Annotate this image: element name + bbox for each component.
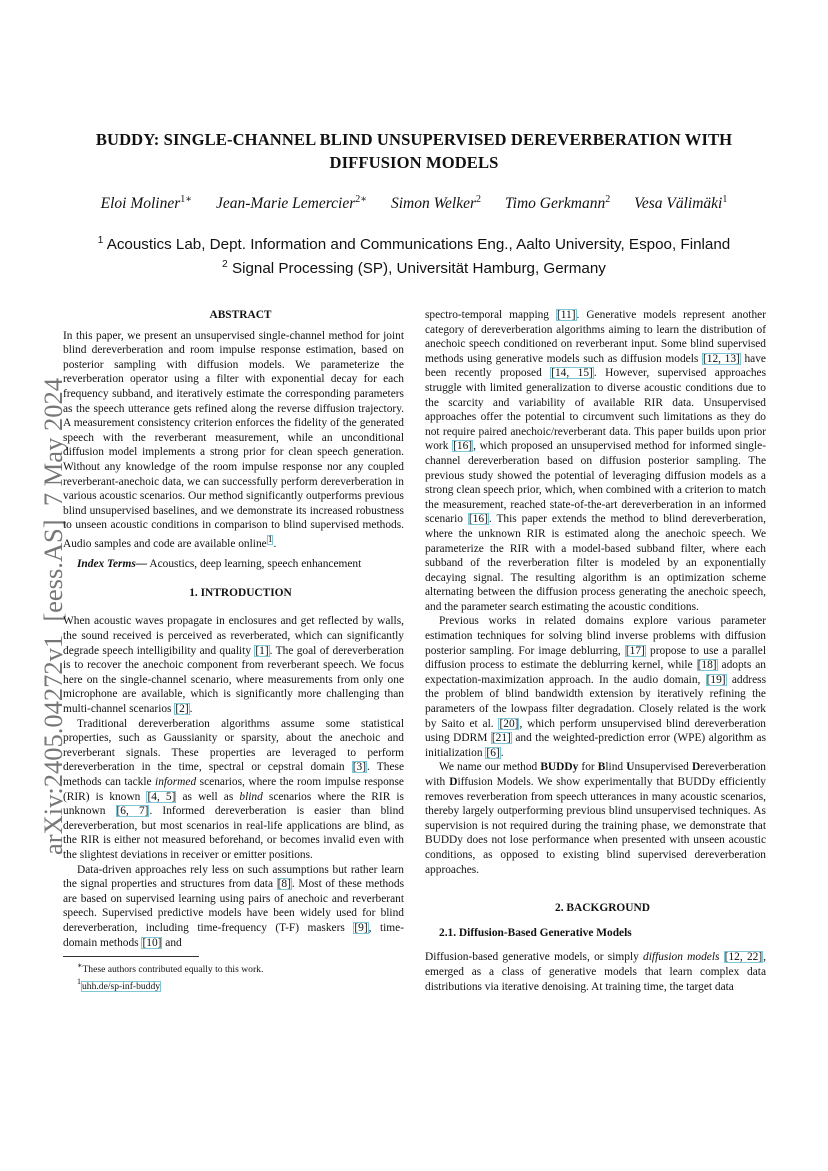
citation-link[interactable]: [12, 13]	[702, 352, 740, 365]
citation-link[interactable]: [12, 22]	[724, 951, 763, 964]
citation-link[interactable]: [11]	[556, 309, 576, 321]
intro-paragraph-1: When acoustic waves propagate in enclosures and get reflected by walls, the sound received is perceived as reverberated, which can significantly degrade speech intelligibility and quality [1]. The goal of dereverberation is to recover the anechoic component from reverberant speech. We focus here on the single-channel scenario, where measurements from only one microphone are available, which is significantly more challenging than multi-channel scenarios [2].	[63, 615, 404, 716]
citation-link[interactable]: [4, 5]	[147, 790, 176, 803]
background-paragraph-1: Diffusion-based generative models, or simply diffusion models [12, 22], emerged as a class of generative models that learn complex data distributions via iterative denoising. At training time, the target data	[425, 951, 766, 993]
author-list	[60, 190, 768, 214]
author: Vesa Välimäki$^1$	[634, 194, 728, 213]
citation-link[interactable]: [3]	[352, 761, 367, 774]
intro-paragraph-6: We name our method BUDDy for Blind Unsupervised Dereverberation with Diffusion Models. We show experimentally that BUDDy efficiently removes reverberation from speech utterances in many acoustic scenarios, thereby largely outperforming previous blind unsupervised techniques. As supervision is not required during the training phase, we demonstrate that BUDDy does not lose performance when presented with unseen acoustic conditions, as opposed to existing blind supervised dereverberation approaches.	[425, 761, 766, 876]
citation-link[interactable]: [20]	[499, 717, 519, 730]
citation-link[interactable]: [16]	[453, 440, 473, 453]
abstract-heading: ABSTRACT	[209, 309, 272, 321]
abstract-text: In this paper, we present an unsupervised single-channel method for joint blind dereverberation and room impulse response estimation, based on posterior sampling with diffusion models. We parameterize the reverberation operator using a filter with exponential decay for each frequency subband, and iteratively estimate the corresponding parameters as the speech utterance gets refined along the reverse diffusion trajectory. A measurement consistency criterion enforces the fidelity of the generated speech with the reverberant measurement, while an unconditional diffusion model implements a strong prior for clean speech generation. Without any knowledge of the room impulse response nor any coupled reverberant-anechoic data, we can successfully perform dereverberation in various acoustic scenarios. Our method significantly outperforms previous blind unsupervised baselines, and we demonstrate its increased robustness to unseen acoustic conditions in comparison to blind supervised methods. Audio samples and code are available online$^1$.	[63, 329, 404, 550]
citation-link[interactable]: [21]	[491, 732, 511, 745]
arxiv-stamp-text: arXiv:2405.04272v1 [eess.AS] 7 May 2024	[38, 378, 68, 855]
intro-paragraph-5: Previous works in related domains explore various parameter estimation techniques for solving blind inverse problems with diffusion posterior sampling. For image deblurring, [17] propose to use a parallel diffusion process to estimate the deblurring kernel, while [18] adopts an expectation-maximization approach. In the audio domain, [19] address the problem of blind bandwidth extension by iteratively refining the parameters of the lowpass filter degradation. Closely related is the work by Saito et al. [20], which perform unsupervised blind dereverberation using DDRM [21] and the weighted-prediction error (WPE) algorithm as initialization [6].	[425, 615, 767, 759]
footnote-rule	[63, 956, 199, 957]
author: Simon Welker$^2$	[390, 194, 482, 213]
citation-link[interactable]: [8]	[277, 878, 291, 891]
footnote: $^1$uhh.de/sp-inf-buddy	[77, 977, 161, 992]
affiliations	[60, 231, 768, 279]
citation-link[interactable]: [6, 7]	[116, 805, 149, 818]
citation-link[interactable]: [2]	[175, 703, 189, 716]
citation-link[interactable]: [6]	[486, 746, 500, 759]
author: Jean-Marie Lemercier$^{2∗}$	[215, 194, 368, 213]
citation-link[interactable]: [9]	[354, 921, 368, 934]
author: Timo Gerkmann$^2$	[504, 194, 611, 213]
section-1-heading: 1. INTRODUCTION	[189, 586, 292, 599]
author: Eloi Moliner$^{1∗}$	[100, 194, 193, 213]
right-column	[425, 308, 766, 994]
affiliation: $^2$ Signal Processing (SP), Universität Hamburg, Germany	[222, 259, 606, 278]
left-column	[63, 308, 404, 993]
citation-link[interactable]: [18]	[697, 659, 717, 672]
citation-link[interactable]: [1]	[255, 644, 269, 657]
footnote: ∗These authors contributed equally to this work.	[77, 961, 264, 976]
title-line-2: DIFFUSION MODELS	[329, 153, 499, 172]
citation-link[interactable]: [16]	[468, 513, 488, 526]
citation-link[interactable]: [19]	[706, 673, 726, 686]
intro-paragraph-4: spectro-temporal mapping [11]. Generative models represent another category of dereverberation algorithms aiming to learn the distribution of anechoic speech conditioned on reverberant input. Some blind supervised methods using generative models such as diffusion models [12, 13] have been recently proposed [14, 15]. However, supervised approaches struggle with limited generalization to diverse acoustic conditions due to the scarcity and variability of available RIR data. Unsupervised approaches offer the potential to circumvent such limitations as they do not require paired anechoic/reverberant data. This paper builds upon prior work [16], which proposed an unsupervised method for informed single-channel dereverberation based on diffusion posterior sampling. The previous study showed the potential of leveraging diffusion models as a strong clean speech prior, which, when combined with a criterion to match the measurement, reached state-of-the-art dereverberation in an informed scenario [16]. This paper extends the method to blind dereverberation, where the unknown RIR is estimated along the anechoic speech. We parameterize the RIR with a model-based subband filter, where each subband of the reverberation filter is modeled by an exponentially decaying signal. The resulting algorithm is an optimization scheme alternating between the diffusion process generating the anechoic speech, and the parameter search estimating the acoustic conditions.	[425, 309, 767, 613]
citation-link[interactable]: [17]	[625, 644, 645, 657]
index-terms: Index Terms— Acoustics, deep learning, speech enhancement	[77, 558, 362, 571]
affiliation: $^1$ Acoustics Lab, Dept. Information and Communications Eng., Aalto University, Espoo, Finland	[97, 235, 731, 254]
footnote-ref-link[interactable]: 1	[267, 534, 273, 545]
footnote-url-link[interactable]: uhh.de/sp-inf-buddy	[82, 980, 161, 992]
intro-paragraph-3: Data-driven approaches rely less on such assumptions but rather learn the signal properties and structures from data [8]. Most of these methods are based on supervised learning using pairs of anechoic and reverberant speech. Supervised predictive models have been widely used for blind dereverberation, including time-frequency (T-F) maskers [9], time-domain methods [10] and	[63, 863, 405, 949]
paper-title	[80, 128, 748, 174]
citation-link[interactable]: [14, 15]	[551, 367, 593, 380]
subsection-2-1-heading: 2.1. Diffusion-Based Generative Models	[439, 926, 632, 939]
citation-link[interactable]: [10]	[142, 936, 162, 949]
title-line-1: BUDDY: SINGLE-CHANNEL BLIND UNSUPERVISED DEREVERBERATION WITH	[95, 130, 733, 149]
intro-paragraph-2: Traditional dereverberation algorithms assume some statistical properties, such as Gaussianity or sparsity, about the anechoic and reverberant signals. These properties are leveraged to perform dereverberation in the time, spectral or cepstral domain [3]. These methods can tackle informed scenarios, where the room impulse response (RIR) is known [4, 5] as well as blind scenarios where the RIR is unknown [6, 7]. Informed dereverberation is easier than blind dereverberation, but most scenarios in real-life applications are blind, as the RIR is either not measured beforehand, or becomes invalid even with the slightest deviations in receiver or emitter positions.	[63, 717, 405, 861]
section-2-heading: 2. BACKGROUND	[555, 902, 650, 915]
